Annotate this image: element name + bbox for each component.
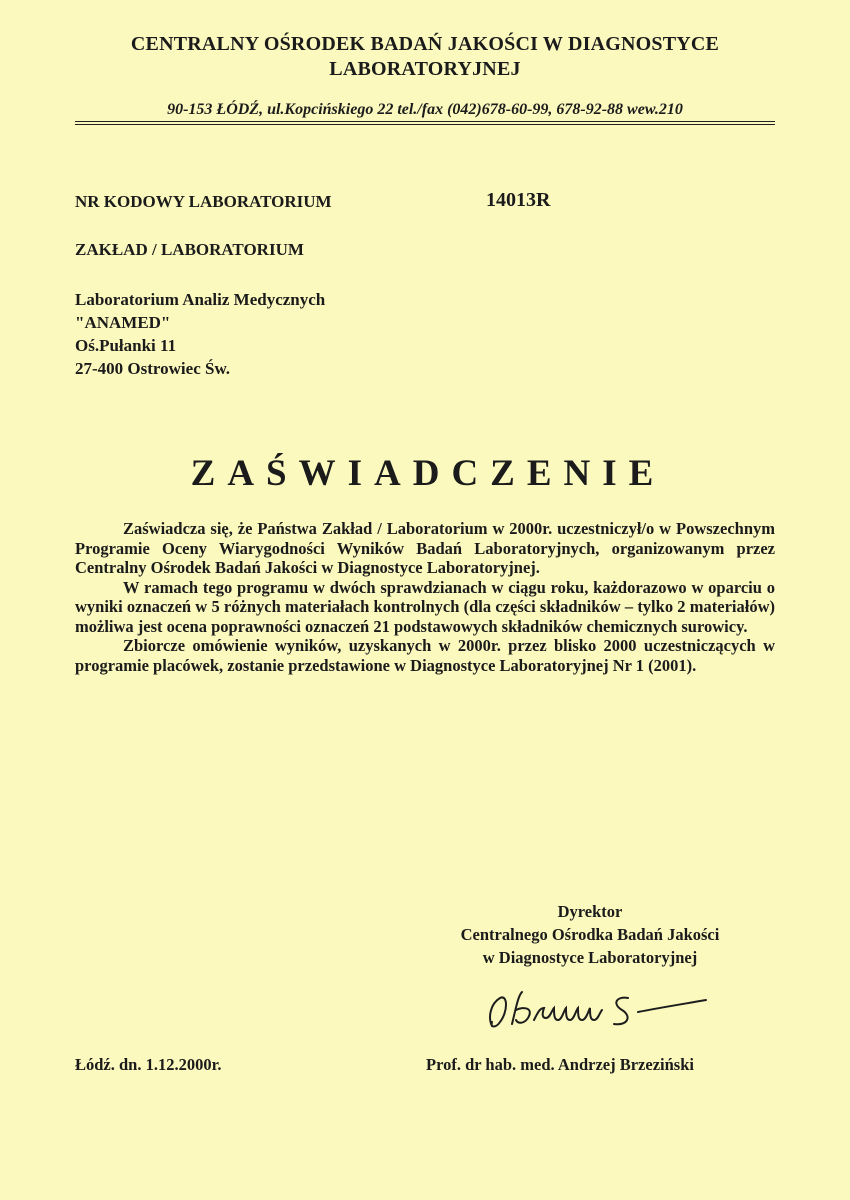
certificate-title: ZAŚWIADCZENIE xyxy=(190,453,666,494)
handwritten-signature xyxy=(478,978,718,1038)
body-paragraph: Zbiorcze omówienie wyników, uzyskanych w 2000r. przez blisko 2000 uczestniczących w programie placówek, zostanie przedstawione w Diagnostyce Laboratoryjnej Nr 1 (2001). xyxy=(75,636,775,675)
lab-code-label: NR KODOWY LABORATORIUM xyxy=(75,192,332,211)
organization-name-line2: LABORATORYJNEJ xyxy=(329,58,521,80)
lab-address-line: "ANAMED" xyxy=(75,313,171,332)
director-title-block xyxy=(410,900,770,969)
organization-address: 90-153 ŁÓDŹ, ul.Kopcińskiego 22 tel./fax (042)678-60-99, 678-92-88 wew.210 xyxy=(167,101,683,118)
issue-date: Łódź. dn. 1.12.2000r. xyxy=(75,1055,222,1074)
director-title-line: Dyrektor xyxy=(557,902,623,921)
certificate-body xyxy=(75,519,775,675)
header-divider xyxy=(75,121,775,122)
organization-name-line1: CENTRALNY OŚRODEK BADAŃ JAKOŚCI W DIAGNOSTYCE xyxy=(130,33,720,55)
department-label: ZAKŁAD / LABORATORIUM xyxy=(75,240,304,259)
lab-address-block xyxy=(75,288,325,380)
director-title-line: w Diagnostyce Laboratoryjnej xyxy=(482,948,698,967)
body-paragraph: Zaświadcza się, że Państwa Zakład / Laboratorium w 2000r. uczestniczył/o w Powszechnym Programie Oceny Wiarygodności Wyników Badań Laboratoryjnych, organizowanym przez Centralny Ośrodek Badań Jakości w Diagnostyce Laboratoryjnej. xyxy=(75,519,775,577)
lab-address-line: Laboratorium Analiz Medycznych xyxy=(75,290,326,309)
lab-address-line: Oś.Pułanki 11 xyxy=(75,336,177,355)
director-title-line: Centralnego Ośrodka Badań Jakości xyxy=(460,925,720,944)
lab-address-line: 27-400 Ostrowiec Św. xyxy=(75,359,231,378)
body-paragraph: W ramach tego programu w dwóch sprawdzianach w ciągu roku, każdorazowo w oparciu o wyniki oznaczeń w 5 różnych materiałach kontrolnych (dla części składników – tylko 2 materiałów) możliwa jest ocena poprawności oznaczeń 21 podstawowych składników chemicznych surowicy. xyxy=(75,577,775,636)
signer-name: Prof. dr hab. med. Andrzej Brzeziński xyxy=(426,1055,694,1074)
header-divider-second xyxy=(75,124,775,125)
lab-code-value: 14013R xyxy=(486,189,551,211)
